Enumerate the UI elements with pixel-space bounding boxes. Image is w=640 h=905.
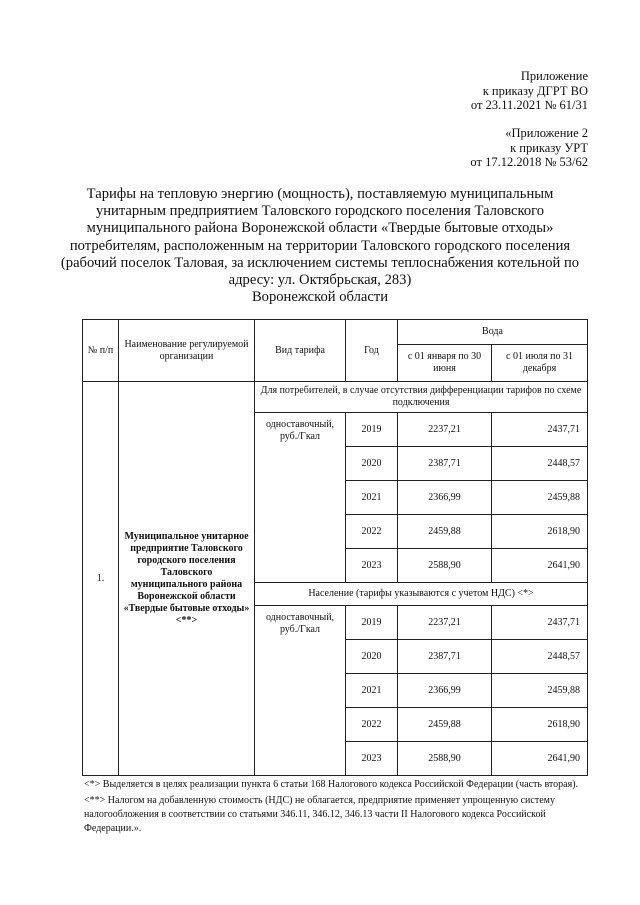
value-cell: 2588,90	[398, 742, 492, 776]
year-cell: 2020	[346, 447, 398, 481]
col-header-num: № п/п	[83, 320, 119, 382]
header-line: от 23.11.2021 № 61/31	[470, 98, 588, 112]
appendix-header	[471, 69, 588, 113]
title-line: Воронежской области	[251, 289, 389, 306]
title-line: Тарифы на тепловую энергию (мощность), поставляемую муниципальным	[86, 186, 554, 202]
col-header-org: Наименование регулируемой организации	[119, 320, 255, 382]
header-line: к приказу УРТ	[510, 140, 588, 155]
header-line: к приказу ДГРТ ВО	[482, 83, 588, 98]
value-cell: 2641,90	[492, 742, 588, 776]
footnote: <**> Налогом на добавленную стоимость (НДС) не облагается, предприятие применяет упрощенную систему налогообложения в соответствии со статьями 346.11, 346.12, 346.13 части II Налогового кодекса Российской Федерации.».	[84, 795, 555, 834]
document-title	[60, 186, 580, 306]
title-line: адресу: ул. Октябрьская, 283)	[228, 272, 412, 289]
title-line: потребителям, расположенным на территории Таловского городского поселения	[69, 237, 571, 254]
year-cell: 2023	[346, 742, 398, 776]
year-cell: 2022	[346, 515, 398, 549]
year-cell: 2023	[346, 549, 398, 583]
col-header-year: Год	[346, 320, 398, 382]
footnote: <*> Выделяется в целях реализации пункта 6 статьи 168 Налогового кодекса Российской Федерации (часть вторая).	[84, 779, 579, 790]
value-cell: 2437,71	[492, 413, 588, 447]
tariff-type: одноставочный, руб./Гкал	[255, 606, 346, 776]
value-cell: 2448,57	[492, 640, 588, 674]
section-row	[83, 382, 588, 413]
original-appendix-header	[470, 126, 588, 170]
value-cell: 2237,21	[398, 606, 492, 640]
year-cell: 2019	[346, 606, 398, 640]
year-cell: 2020	[346, 640, 398, 674]
footnotes	[84, 778, 594, 838]
value-cell: 2459,88	[492, 481, 588, 515]
value-cell: 2366,99	[398, 481, 492, 515]
value-cell: 2588,90	[398, 549, 492, 583]
year-cell: 2019	[346, 413, 398, 447]
header-line: от 17.12.2018 № 53/62	[470, 155, 588, 169]
value-cell: 2618,90	[492, 708, 588, 742]
col-header-tariff-type: Вид тарифа	[255, 320, 346, 382]
col-header-water: Вода	[398, 320, 588, 345]
section-label: Для потребителей, в случае отсутствия дифференциации тарифов по схеме подключения	[255, 382, 588, 413]
section-label: Население (тарифы указываются с учетом НДС) <*>	[255, 583, 588, 606]
col-header-period-2: с 01 июля по 31 декабря	[492, 345, 588, 382]
title-line: унитарным предприятием Таловского городского поселения Таловского	[95, 203, 545, 220]
value-cell: 2459,88	[492, 674, 588, 708]
tariff-table	[82, 319, 588, 776]
value-cell: 2641,90	[492, 549, 588, 583]
organization-name: Муниципальное унитарное предприятие Таловского городского поселения Таловского муниципального района Воронежской области «Твердые бытовые отходы» <**>	[119, 382, 255, 776]
row-number: 1.	[83, 382, 119, 776]
header-line: Приложение	[520, 69, 588, 83]
value-cell: 2618,90	[492, 515, 588, 549]
value-cell: 2387,71	[398, 640, 492, 674]
year-cell: 2022	[346, 708, 398, 742]
year-cell: 2021	[346, 674, 398, 708]
value-cell: 2387,71	[398, 447, 492, 481]
value-cell: 2237,21	[398, 413, 492, 447]
value-cell: 2437,71	[492, 606, 588, 640]
title-line: (рабочий поселок Таловая, за исключением системы теплоснабжения котельной по	[60, 254, 580, 271]
year-cell: 2021	[346, 481, 398, 515]
table-header-row	[83, 320, 588, 345]
col-header-period-1: с 01 января по 30 июня	[398, 345, 492, 382]
header-line: «Приложение 2	[505, 126, 588, 140]
title-line: муниципального района Воронежской области «Твердые бытовые отходы»	[86, 220, 554, 237]
value-cell: 2448,57	[492, 447, 588, 481]
value-cell: 2459,88	[398, 708, 492, 742]
tariff-type: одноставочный, руб./Гкал	[255, 413, 346, 583]
value-cell: 2366,99	[398, 674, 492, 708]
value-cell: 2459,88	[398, 515, 492, 549]
